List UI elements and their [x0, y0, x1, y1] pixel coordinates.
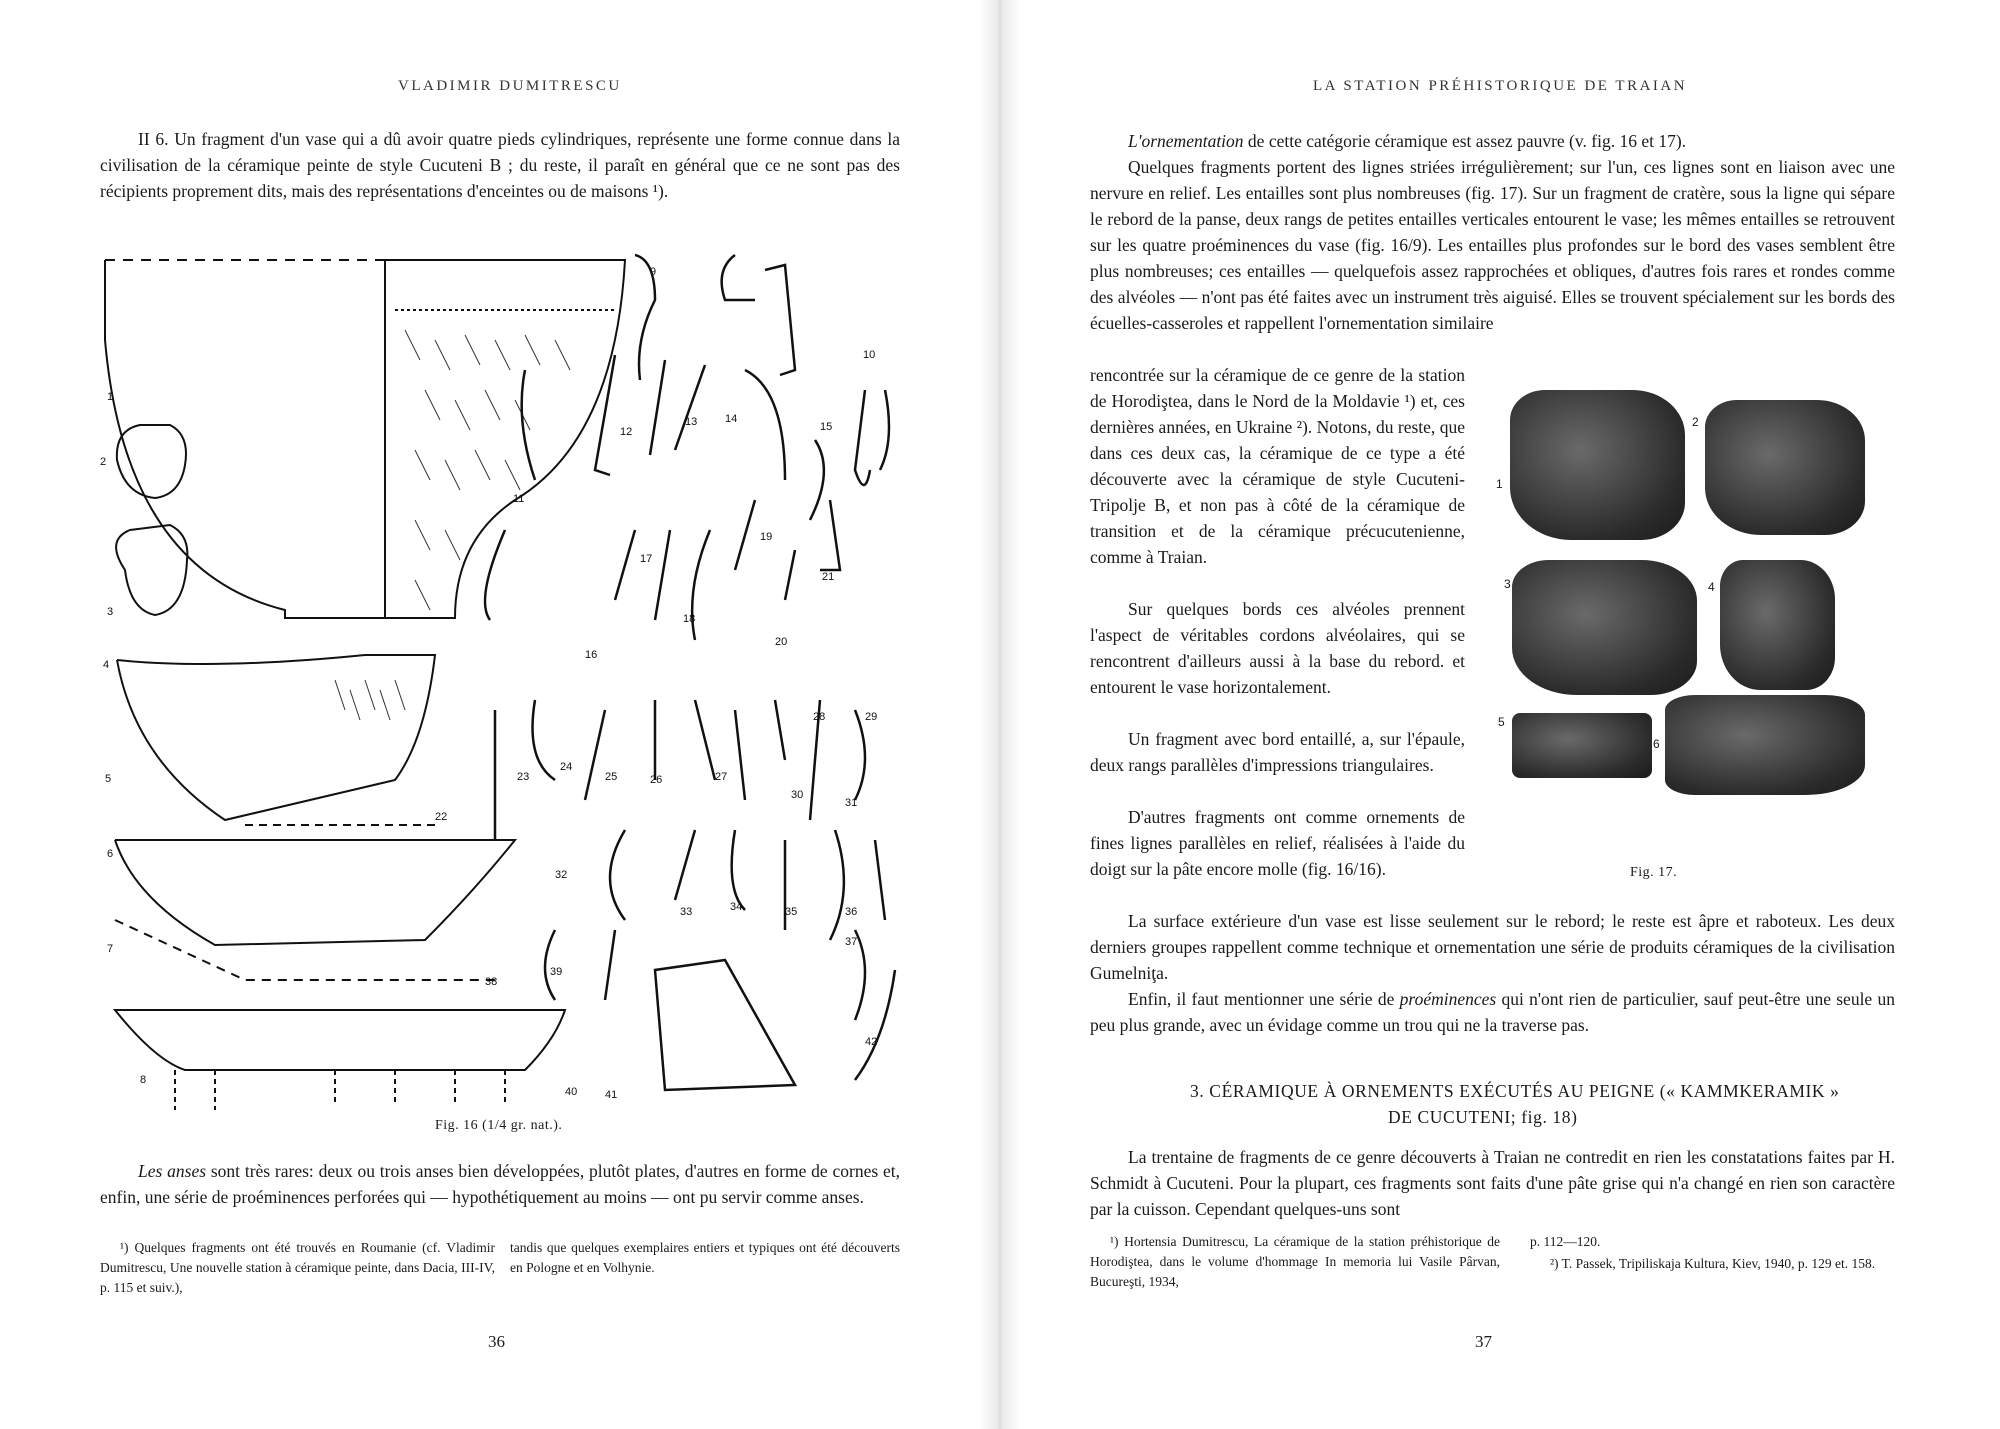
photo-sherd-4 [1720, 560, 1835, 690]
svg-text:27: 27 [715, 771, 728, 783]
right-paragraph-4: Un fragment avec bord entaillé, a, sur l'épaule, deux rangs parallèles d'impressions triangulaires. [1090, 729, 1465, 775]
svg-text:40: 40 [565, 1086, 578, 1098]
svg-text:21: 21 [822, 571, 835, 583]
photo-label-5: 5 [1498, 715, 1505, 729]
right-paragraph-7-italic: proéminences [1399, 989, 1497, 1009]
right-page [1000, 0, 2000, 1429]
left-paragraph-2-italic: Les anses [138, 1161, 207, 1181]
svg-text:6: 6 [107, 848, 114, 860]
svg-text:2: 2 [100, 456, 107, 468]
photo-label-4: 4 [1708, 580, 1715, 594]
right-paragraph-8: La trentaine de fragments de ce genre découverts à Traian ne contredit en rien les constatations faites par H. Schmidt à Cucuteni. Pour la plupart, ces fragments sont faits d'une pâte grise qui n'a changé en rien son caractère par la cuisson. Cependant quelques-uns sont [1090, 1147, 1895, 1219]
svg-text:1: 1 [107, 391, 114, 403]
right-paragraph-7-start: Enfin, il faut mentionner une série de [1128, 989, 1400, 1009]
svg-text:37: 37 [845, 936, 858, 948]
svg-text:24: 24 [560, 761, 573, 773]
svg-text:17: 17 [640, 553, 653, 565]
svg-text:41: 41 [605, 1089, 618, 1101]
page-number-right: 37 [1475, 1332, 1492, 1351]
svg-text:31: 31 [845, 797, 858, 809]
right-paragraph-6: La surface extérieure d'un vase est lisse seulement sur le rebord; le reste est âpre et raboteux. Les deux derniers groupes rappellent comme technique et ornementation une série de produits céramiques de la civilisation Gumelniţa. [1090, 911, 1895, 983]
vessel-1-body [385, 260, 625, 618]
svg-text:3: 3 [107, 606, 114, 618]
left-footnote-1-continued: tandis que quelques exemplaires entiers et typiques ont été découverts en Pologne et en Volhynie. [510, 1240, 900, 1275]
photo-label-2: 2 [1692, 415, 1699, 429]
photo-label-6: 6 [1653, 737, 1660, 751]
left-paragraph-2-text: sont très rares: deux ou trois anses bien développées, plutôt plates, d'autres en forme de cornes et, enfin, une série de proéminences perforées qui — hypothétiquement au moins — ont pu servir comme anses. [100, 1161, 900, 1207]
svg-text:12: 12 [620, 426, 633, 438]
right-footnote-1: ¹) Hortensia Dumitrescu, La céramique de la station préhistorique de Horodiştea, dans le volume d'hommage In memoria lui Vasile Pârvan, Bucureşti, 1934, [1090, 1234, 1500, 1289]
right-paragraph-7 [1090, 986, 1895, 1038]
svg-text:39: 39 [550, 966, 563, 978]
photo-label-3: 3 [1504, 577, 1511, 591]
svg-text:11: 11 [513, 493, 525, 505]
svg-text:9: 9 [650, 266, 657, 278]
svg-text:29: 29 [865, 711, 878, 723]
svg-text:8: 8 [140, 1074, 147, 1086]
right-footnote-1-continued: p. 112—120. [1530, 1234, 1601, 1249]
svg-text:15: 15 [820, 421, 833, 433]
vessel-3 [116, 525, 187, 615]
right-paragraph-3: Sur quelques bords ces alvéoles prennent l'aspect de véritables cordons alvéolaires, qui se rencontrent d'ailleurs aussi à la base du rebord. et entourent le vase horizontalement. [1090, 599, 1465, 697]
svg-text:19: 19 [760, 531, 773, 543]
svg-text:26: 26 [650, 774, 663, 786]
svg-text:36: 36 [845, 906, 858, 918]
figure-16-caption: Fig. 16 (1/4 gr. nat.). [435, 1118, 563, 1133]
svg-text:5: 5 [105, 773, 112, 785]
svg-text:35: 35 [785, 906, 798, 918]
svg-text:10: 10 [863, 349, 876, 361]
vessel-1-profile [105, 260, 385, 618]
section-heading-line-2: DE CUCUTENI; fig. 18) [1388, 1107, 1578, 1127]
svg-text:32: 32 [555, 869, 568, 881]
right-paragraph-2-wrapped: rencontrée sur la céramique de ce genre de la station de Horodiştea, dans le Nord de la Moldavie ¹) et, ces dernières années, en Ukraine ²). Notons, du reste, que dans ces deux cas, la céramique de ce type a été découverte avec la céramique de style Cucuteni-Tripolje B, et non pas à côté de la céramique de transition et de la céramique précucutenienne, comme à Traian. [1090, 365, 1465, 567]
photo-sherd-3 [1512, 560, 1697, 695]
figure-16-drawings [95, 240, 915, 1125]
svg-text:38: 38 [485, 976, 498, 988]
photo-sherd-2 [1705, 400, 1865, 535]
right-paragraph-1-italic: L'ornementation [1128, 131, 1244, 151]
svg-text:18: 18 [683, 613, 696, 625]
svg-text:14: 14 [725, 413, 738, 425]
svg-text:23: 23 [517, 771, 530, 783]
right-paragraph-1-text: de cette catégorie céramique est assez pauvre (v. fig. 16 et 17). [1243, 131, 1687, 151]
svg-text:33: 33 [680, 906, 693, 918]
section-heading-line-1: 3. CÉRAMIQUE À ORNEMENTS EXÉCUTÉS AU PEIGNE (« KAMMKERAMIK » [1190, 1081, 1840, 1101]
photo-label-1: 1 [1496, 477, 1503, 491]
svg-text:30: 30 [791, 789, 804, 801]
vessel-4 [117, 655, 435, 820]
vessel-2 [117, 425, 186, 498]
svg-text:16: 16 [585, 649, 598, 661]
svg-text:20: 20 [775, 636, 788, 648]
photo-sherd-5 [1512, 713, 1652, 778]
right-paragraph-2: Quelques fragments portent des lignes striées irrégulièrement; sur l'un, ces lignes sont en liaison avec une nervure en relief. Les entailles sont plus nombreuses (fig. 17). Sur un fragment de cratère, sous la ligne qui sépare le rebord de la panse, deux rangs de petites entailles verticales entourent le vase; les mêmes entailles se retrouvent sur les quatre proéminences du vase (fig. 16/9). Les entailles plus profondes sur le bord des vases semblent être plus nombreuses; ces entailles — quelquefois assez rapprochées et obliques, d'autres fois rares et rondes comme des alvéoles — n'ont pas été faites avec un instrument très aiguisé. Elles se trouvent spécialement sur les bords des écuelles-casseroles et rappellent l'ornementation similaire [1090, 157, 1895, 333]
svg-text:28: 28 [813, 711, 826, 723]
svg-text:22: 22 [435, 811, 448, 823]
running-head-left: VLADIMIR DUMITRESCU [398, 78, 622, 94]
svg-text:7: 7 [107, 943, 114, 955]
right-paragraph-5: D'autres fragments ont comme ornements de fines lignes parallèles en relief, réalisées à l'aide du doigt sur la pâte encore molle (fig. 16/16). [1090, 807, 1465, 879]
svg-text:13: 13 [685, 416, 698, 428]
photo-sherd-1 [1510, 390, 1685, 540]
svg-text:42: 42 [865, 1036, 878, 1048]
right-paragraph-1 [1090, 128, 1895, 154]
vessel-8 [115, 1010, 565, 1070]
left-paragraph-2 [100, 1158, 900, 1210]
svg-text:25: 25 [605, 771, 618, 783]
running-head-right: LA STATION PRÉHISTORIQUE DE TRAIAN [1313, 78, 1688, 94]
figure-17-photo-plate [1490, 385, 1900, 880]
left-paragraph-1: II 6. Un fragment d'un vase qui a dû avoir quatre pieds cylindriques, représente une forme connue dans la civilisation de la céramique peinte de style Cucuteni B ; du reste, il paraît en général que ce ne sont pas des récipients proprement dits, mais des représentations d'enceintes ou de maisons ¹). [100, 129, 900, 201]
photo-sherd-6 [1665, 695, 1865, 795]
figure-16-number-labels [100, 266, 877, 1101]
left-footnote-1: ¹) Quelques fragments ont été trouvés en Roumanie (cf. Vladimir Dumitrescu, Une nouvelle station à céramique peinte, dans Dacia, III-IV, p. 115 et suiv.), [100, 1240, 495, 1295]
figure-17-caption: Fig. 17. [1630, 865, 1678, 880]
right-footnote-2: ²) T. Passek, Tripiliskaja Kultura, Kiev, 1940, p. 129 et. 158. [1550, 1256, 1876, 1271]
page-number-left: 36 [488, 1332, 505, 1351]
svg-text:34: 34 [730, 901, 743, 913]
right-paragraph-7-end: qui n'ont rien de particulier, sauf peut-être une seule un peu plus grande, avec un évidage comme un trou qui ne la traverse pas. [1090, 989, 1895, 1035]
svg-text:4: 4 [103, 659, 110, 671]
vessel-6 [115, 840, 515, 945]
